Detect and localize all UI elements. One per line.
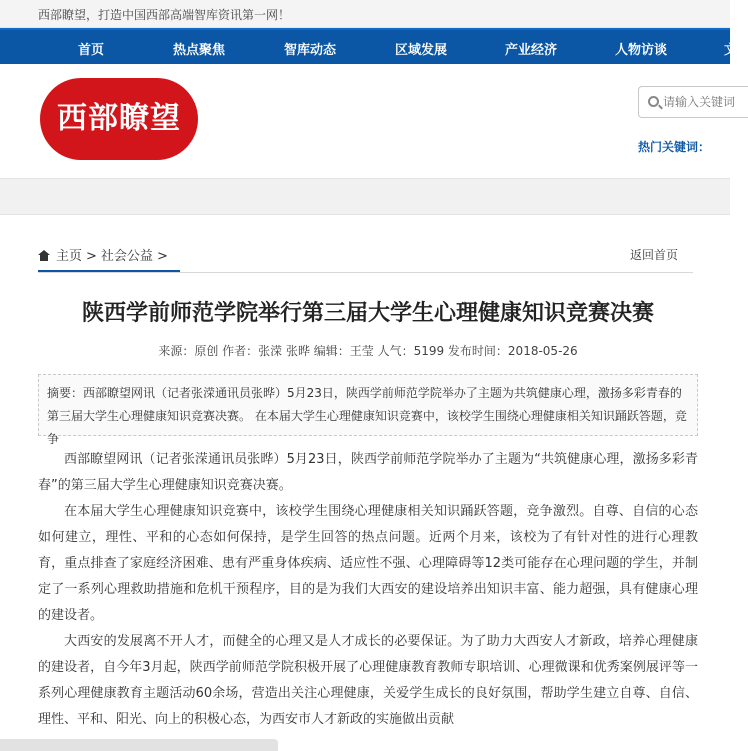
nav-item-home[interactable]: 首页 — [78, 43, 105, 58]
top-bar — [0, 0, 730, 28]
breadcrumb-separator: > — [86, 249, 97, 264]
back-home-link[interactable]: 返回首页 — [630, 248, 679, 262]
search-input[interactable] — [663, 93, 743, 111]
divider — [38, 272, 693, 273]
body-paragraph: 在本届大学生心理健康知识竞赛中，该校学生围绕心理健康相关知识踊跃答题，竞争激烈。自尊、自信的心态如何建立，理性、平和的心态如何保持，是学生回答的热点问题。近两个月来，该校为了有针对性的进行心理教育，重点排查了家庭经济困难、患有严重身体疾病、适应性不强、心理障碍等12类可能存在心理问题的学生，并制定了一系列心理救助措施和危机干预程序，目的是为我们大西安的建设培养出知识丰富、能力超强，具有健康心理的建设者。 — [38, 504, 698, 623]
site-logo[interactable] — [40, 78, 198, 160]
article-summary — [38, 374, 698, 446]
summary-text: 摘要：西部瞭望网讯（记者张溁通讯员张晔）5月23日，陕西学前师范学院举办了主题为共筑健康心理，激扬多彩青春的第三届大学生心理健康知识竞赛决赛。 在本届大学生心理健康知识竞赛中，该校学生围绕心理健康相关知识踊跃答题，竞争 — [47, 386, 687, 446]
nav-item-culture[interactable]: 文 — [724, 43, 738, 58]
horizontal-scrollbar[interactable] — [0, 739, 278, 751]
banner-strip — [0, 178, 730, 215]
article-title: 陕西学前师范学院举行第三届大学生心理健康知识竞赛决赛 — [81, 301, 654, 326]
nav-item-hot-focus[interactable]: 热点聚焦 — [173, 43, 226, 58]
article-body — [38, 447, 698, 733]
nav-item-interviews[interactable]: 人物访谈 — [615, 43, 668, 58]
main-nav — [0, 28, 738, 64]
site-slogan: 西部瞭望，打造中国西部高端智库资讯第一网！ — [38, 8, 291, 22]
logo-text: 西部瞭望 — [57, 101, 181, 136]
search-icon — [648, 96, 659, 107]
article-meta: 来源：原创 作者：张溁 张晔 编辑：王莹 人气：5199 发布时间：2018-05-26 — [158, 344, 578, 358]
search-box — [638, 86, 748, 118]
breadcrumb-separator: > — [156, 249, 168, 264]
body-paragraph: 大西安的发展离不开人才，而健全的心理又是人才成长的必要保证。为了助力大西安人才新政，培养心理健康的建设者，自今年3月起，陕西学前师范学院积极开展了心理健康教育教师专职培训、心理微课和优秀案例展评等一系列心理健康教育主题活动60余场，营造出关注心理健康，关爱学生成长的良好氛围，帮助学生建立自尊、自信、理性、平和、阳光、向上的积极心态，为西安市人才新政的实施做出贡献 — [38, 634, 698, 727]
home-icon — [38, 250, 50, 261]
breadcrumb-home[interactable]: 主页 — [56, 249, 83, 264]
nav-item-industry[interactable]: 产业经济 — [505, 43, 558, 58]
hot-keywords-label: 热门关键词： — [638, 140, 711, 154]
body-paragraph: 西部瞭望网讯（记者张溁通讯员张晔）5月23日，陕西学前师范学院举办了主题为“共筑健康心理，激扬多彩青春”的第三届大学生心理健康知识竞赛决赛。 — [38, 452, 698, 493]
nav-item-regional[interactable]: 区域发展 — [395, 43, 448, 58]
breadcrumb-category[interactable]: 社会公益 — [100, 249, 153, 264]
breadcrumb — [38, 245, 180, 273]
nav-item-think-tank[interactable]: 智库动态 — [284, 43, 337, 58]
